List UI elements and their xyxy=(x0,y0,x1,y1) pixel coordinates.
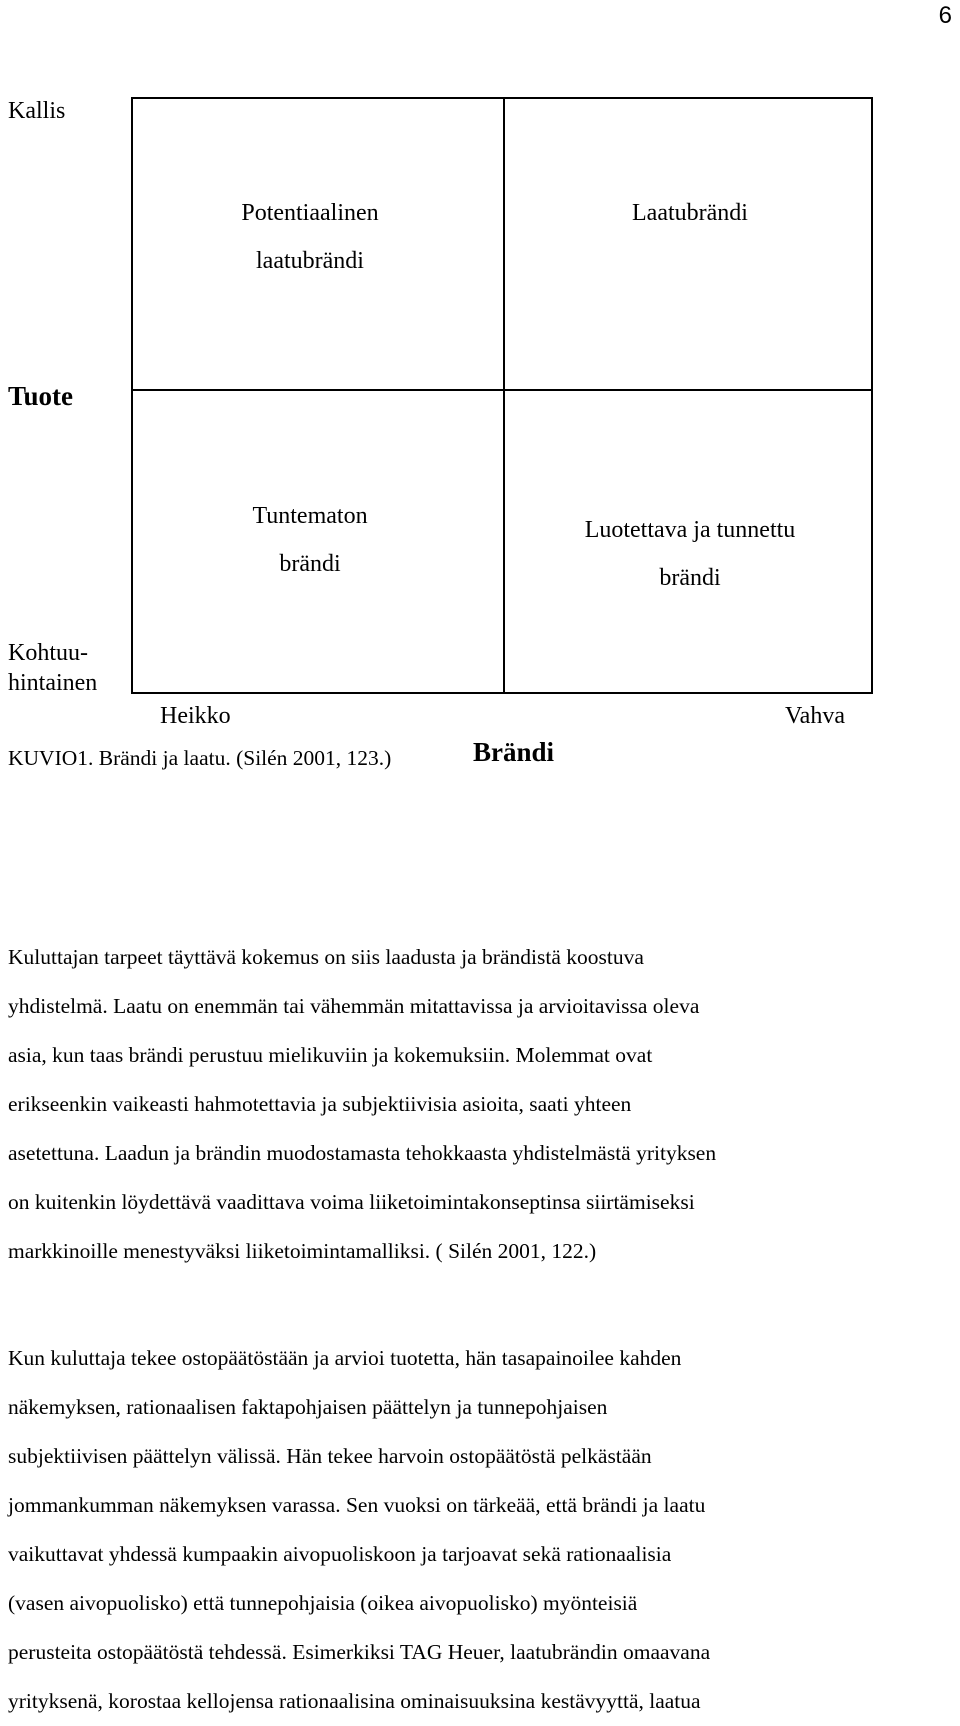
cell-bottom-left-line-2: brändi xyxy=(279,551,341,577)
paragraph-2-line: yrityksenä, korostaa kellojensa rationaalisina ominaisuuksina kestävyyttä, laatua xyxy=(8,1689,701,1713)
paragraph-2-line: näkemyksen, rationaalisen faktapohjaisen päättelyn ja tunnepohjaisen xyxy=(8,1395,608,1419)
cell-top-left-line-1: Potentiaalinen xyxy=(241,200,379,226)
cell-top-left-line-2: laatubrändi xyxy=(256,248,364,274)
y-axis-title: Tuote xyxy=(8,381,74,411)
paragraph-1-line: yhdistelmä. Laatu on enemmän tai vähemmän mitattavissa ja arvioitavissa oleva xyxy=(8,994,700,1018)
cell-bottom-right xyxy=(530,506,850,602)
cell-bottom-right-line-1: Luotettava ja tunnettu xyxy=(584,517,796,543)
paragraph-1-line: on kuitenkin löydettävä vaadittava voima liiketoimintakonseptinsa siirtämiseksi xyxy=(8,1190,695,1214)
paragraph-2-line: subjektiivisen päättelyn välissä. Hän tekee harvoin ostopäätöstä pelkästään xyxy=(8,1444,652,1468)
y-axis-bottom-line-2: hintainen xyxy=(8,670,98,696)
y-axis-bottom-line-1: Kohtuu- xyxy=(8,640,88,666)
y-axis-top-label: Kallis xyxy=(8,98,66,124)
paragraph-1-line: markkinoille menestyväksi liiketoimintamalliksi. ( Silén 2001, 122.) xyxy=(8,1239,597,1263)
matrix-frame xyxy=(131,97,873,694)
cell-bottom-left xyxy=(180,492,440,588)
figure-caption: KUVIO1. Brändi ja laatu. (Silén 2001, 123.) xyxy=(8,746,392,770)
cell-top-right xyxy=(540,189,840,237)
x-axis-title: Brändi xyxy=(473,737,555,767)
paragraph-1-line: Kuluttajan tarpeet täyttävä kokemus on siis laadusta ja brändistä koostuva xyxy=(8,945,644,969)
x-axis-left-label: Heikko xyxy=(160,703,231,729)
paragraph-2-line: jommankumman näkemyksen varassa. Sen vuoksi on tärkeää, että brändi ja laatu xyxy=(8,1493,706,1517)
page-number: 6 xyxy=(938,2,952,29)
cell-bottom-right-line-2: brändi xyxy=(659,565,721,591)
cell-top-right-line-1: Laatubrändi xyxy=(632,200,748,226)
matrix-vertical-divider xyxy=(503,97,505,694)
y-axis-bottom-label xyxy=(8,638,97,698)
paragraph-1-line: erikseenkin vaikeasti hahmotettavia ja subjektiivisia asioita, saati yhteen xyxy=(8,1092,632,1116)
paragraph-2-line: vaikuttavat yhdessä kumpaakin aivopuoliskoon ja tarjoavat sekä rationaalisia xyxy=(8,1542,672,1566)
paragraph-2-line: (vasen aivopuolisko) että tunnepohjaisia (oikea aivopuolisko) myönteisiä xyxy=(8,1591,638,1615)
paragraph-2-line: Kun kuluttaja tekee ostopäätöstään ja arvioi tuotetta, hän tasapainoilee kahden xyxy=(8,1346,682,1370)
cell-top-left xyxy=(180,189,440,285)
x-axis-right-label: Vahva xyxy=(785,703,845,729)
cell-bottom-left-line-1: Tuntematon xyxy=(252,503,368,529)
paragraph-1-line: asia, kun taas brändi perustuu mielikuviin ja kokemuksiin. Molemmat ovat xyxy=(8,1043,653,1067)
matrix-horizontal-divider xyxy=(131,389,873,391)
paragraph-2 xyxy=(8,1334,940,1726)
paragraph-2-line: perusteita ostopäätöstä tehdessä. Esimerkiksi TAG Heuer, laatubrändin omaavana xyxy=(8,1640,711,1664)
paragraph-1 xyxy=(8,933,940,1276)
paragraph-1-line: asetettuna. Laadun ja brändin muodostamasta tehokkaasta yhdistelmästä yrityksen xyxy=(8,1141,717,1165)
